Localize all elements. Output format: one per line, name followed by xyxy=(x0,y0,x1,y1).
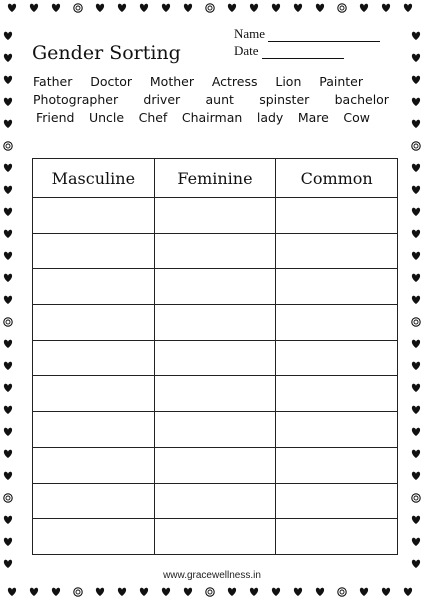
heart-icon xyxy=(412,120,420,128)
heart-icon xyxy=(412,384,420,392)
target-icon xyxy=(4,494,12,502)
word-bank-row-1 xyxy=(33,74,363,89)
heart-icon xyxy=(30,4,38,12)
heart-icon xyxy=(228,4,236,12)
heart-icon xyxy=(184,4,192,12)
border-left xyxy=(0,0,16,600)
sorting-table xyxy=(32,158,398,555)
answer-cell[interactable] xyxy=(154,269,276,305)
target-icon xyxy=(412,142,420,150)
heart-icon xyxy=(412,32,420,40)
answer-cell[interactable] xyxy=(33,483,155,519)
answer-cell[interactable] xyxy=(276,269,398,305)
heart-icon xyxy=(412,296,420,304)
word: lady xyxy=(256,110,284,125)
target-icon xyxy=(4,318,12,326)
answer-cell[interactable] xyxy=(33,412,155,448)
heart-icon xyxy=(412,98,420,106)
answer-cell[interactable] xyxy=(154,412,276,448)
answer-cell[interactable] xyxy=(276,519,398,555)
table-row xyxy=(33,340,398,376)
heart-icon xyxy=(4,560,12,568)
target-icon xyxy=(74,4,82,12)
heart-icon xyxy=(412,54,420,62)
answer-cell[interactable] xyxy=(154,340,276,376)
border-right xyxy=(408,0,424,600)
word: Friend xyxy=(36,110,75,125)
table-row xyxy=(33,269,398,305)
heart-icon xyxy=(118,588,126,596)
table-row xyxy=(33,305,398,341)
heart-icon xyxy=(294,4,302,12)
answer-cell[interactable] xyxy=(154,483,276,519)
table-row xyxy=(33,483,398,519)
heart-icon xyxy=(4,428,12,436)
answer-cell[interactable] xyxy=(33,198,155,234)
word: Actress xyxy=(211,74,258,89)
heart-icon xyxy=(360,4,368,12)
column-header-common: Common xyxy=(276,159,398,198)
answer-cell[interactable] xyxy=(33,305,155,341)
heart-icon xyxy=(4,274,12,282)
answer-cell[interactable] xyxy=(276,376,398,412)
heart-icon xyxy=(4,164,12,172)
heart-icon xyxy=(316,4,324,12)
heart-icon xyxy=(4,208,12,216)
answer-cell[interactable] xyxy=(154,233,276,269)
heart-icon xyxy=(4,32,12,40)
table-row xyxy=(33,447,398,483)
answer-cell[interactable] xyxy=(276,412,398,448)
heart-icon xyxy=(4,186,12,194)
answer-cell[interactable] xyxy=(33,340,155,376)
table-row xyxy=(33,198,398,234)
heart-icon xyxy=(140,588,148,596)
heart-icon xyxy=(4,230,12,238)
answer-cell[interactable] xyxy=(33,269,155,305)
heart-icon xyxy=(140,4,148,12)
target-icon xyxy=(206,4,214,12)
word: Doctor xyxy=(90,74,133,89)
heart-icon xyxy=(272,588,280,596)
word: Father xyxy=(33,74,73,89)
table-row xyxy=(33,519,398,555)
heart-icon xyxy=(4,450,12,458)
column-header-masculine: Masculine xyxy=(33,159,155,198)
word: Uncle xyxy=(88,110,125,125)
word: spinster xyxy=(259,92,310,107)
heart-icon xyxy=(228,588,236,596)
heart-icon xyxy=(412,472,420,480)
word: aunt xyxy=(205,92,234,107)
word: Mother xyxy=(149,74,194,89)
heart-icon xyxy=(4,54,12,62)
heart-icon xyxy=(412,516,420,524)
heart-icon xyxy=(360,588,368,596)
heart-icon xyxy=(412,164,420,172)
heart-icon xyxy=(412,538,420,546)
target-icon xyxy=(74,588,82,596)
target-icon xyxy=(338,4,346,12)
heart-icon xyxy=(272,4,280,12)
answer-cell[interactable] xyxy=(276,198,398,234)
date-field xyxy=(234,43,344,59)
heart-icon xyxy=(4,98,12,106)
answer-cell[interactable] xyxy=(276,340,398,376)
answer-cell[interactable] xyxy=(33,519,155,555)
answer-cell[interactable] xyxy=(154,519,276,555)
heart-icon xyxy=(412,186,420,194)
target-icon xyxy=(338,588,346,596)
heart-icon xyxy=(412,76,420,84)
word-bank-row-2 xyxy=(33,92,389,107)
word: Painter xyxy=(319,74,363,89)
heart-icon xyxy=(412,560,420,568)
answer-cell[interactable] xyxy=(154,305,276,341)
heart-icon xyxy=(250,4,258,12)
heart-icon xyxy=(382,4,390,12)
target-icon xyxy=(412,494,420,502)
heart-icon xyxy=(4,76,12,84)
target-icon xyxy=(206,588,214,596)
word: Lion xyxy=(275,74,302,89)
heart-icon xyxy=(250,588,258,596)
answer-cell[interactable] xyxy=(276,483,398,519)
heart-icon xyxy=(162,588,170,596)
answer-cell[interactable] xyxy=(276,305,398,341)
table-row xyxy=(33,376,398,412)
answer-cell[interactable] xyxy=(276,447,398,483)
word: Mare xyxy=(297,110,329,125)
heart-icon xyxy=(294,588,302,596)
heart-icon xyxy=(4,252,12,260)
column-header-feminine: Feminine xyxy=(154,159,276,198)
word-bank-row-3 xyxy=(36,110,370,125)
word: Photographer xyxy=(33,92,119,107)
heart-icon xyxy=(4,538,12,546)
answer-cell[interactable] xyxy=(33,376,155,412)
word: Cow xyxy=(343,110,370,125)
heart-icon xyxy=(412,406,420,414)
heart-icon xyxy=(4,516,12,524)
answer-cell[interactable] xyxy=(33,447,155,483)
date-line[interactable] xyxy=(262,46,344,59)
heart-icon xyxy=(4,120,12,128)
target-icon xyxy=(412,318,420,326)
heart-icon xyxy=(162,4,170,12)
heart-icon xyxy=(184,588,192,596)
heart-icon xyxy=(412,252,420,260)
answer-cell[interactable] xyxy=(154,376,276,412)
heart-icon xyxy=(52,588,60,596)
heart-icon xyxy=(382,588,390,596)
table-row xyxy=(33,412,398,448)
table-header-row xyxy=(33,159,398,198)
footer-website: www.gracewellness.in xyxy=(163,570,261,581)
word: bachelor xyxy=(334,92,389,107)
heart-icon xyxy=(412,428,420,436)
heart-icon xyxy=(96,588,104,596)
heart-icon xyxy=(412,274,420,282)
heart-icon xyxy=(4,296,12,304)
heart-icon xyxy=(412,362,420,370)
heart-icon xyxy=(4,384,12,392)
word: driver xyxy=(143,92,181,107)
heart-icon xyxy=(412,450,420,458)
word: Chairman xyxy=(181,110,243,125)
heart-icon xyxy=(118,4,126,12)
heart-icon xyxy=(412,230,420,238)
worksheet-title: Gender Sorting xyxy=(32,42,181,64)
heart-icon xyxy=(412,208,420,216)
heart-icon xyxy=(96,4,104,12)
answer-cell[interactable] xyxy=(154,198,276,234)
heart-icon xyxy=(30,588,38,596)
heart-icon xyxy=(412,340,420,348)
name-label: Name xyxy=(234,26,266,41)
answer-cell[interactable] xyxy=(33,233,155,269)
name-line[interactable] xyxy=(268,29,380,42)
word: Chef xyxy=(138,110,168,125)
name-field xyxy=(234,26,380,42)
date-label: Date xyxy=(234,43,259,58)
target-icon xyxy=(4,142,12,150)
heart-icon xyxy=(52,4,60,12)
heart-icon xyxy=(4,406,12,414)
heart-icon xyxy=(4,472,12,480)
table-row xyxy=(33,233,398,269)
answer-cell[interactable] xyxy=(276,233,398,269)
heart-icon xyxy=(4,362,12,370)
border-top xyxy=(0,0,424,16)
border-bottom xyxy=(0,584,424,600)
heart-icon xyxy=(4,340,12,348)
answer-cell[interactable] xyxy=(154,447,276,483)
heart-icon xyxy=(316,588,324,596)
